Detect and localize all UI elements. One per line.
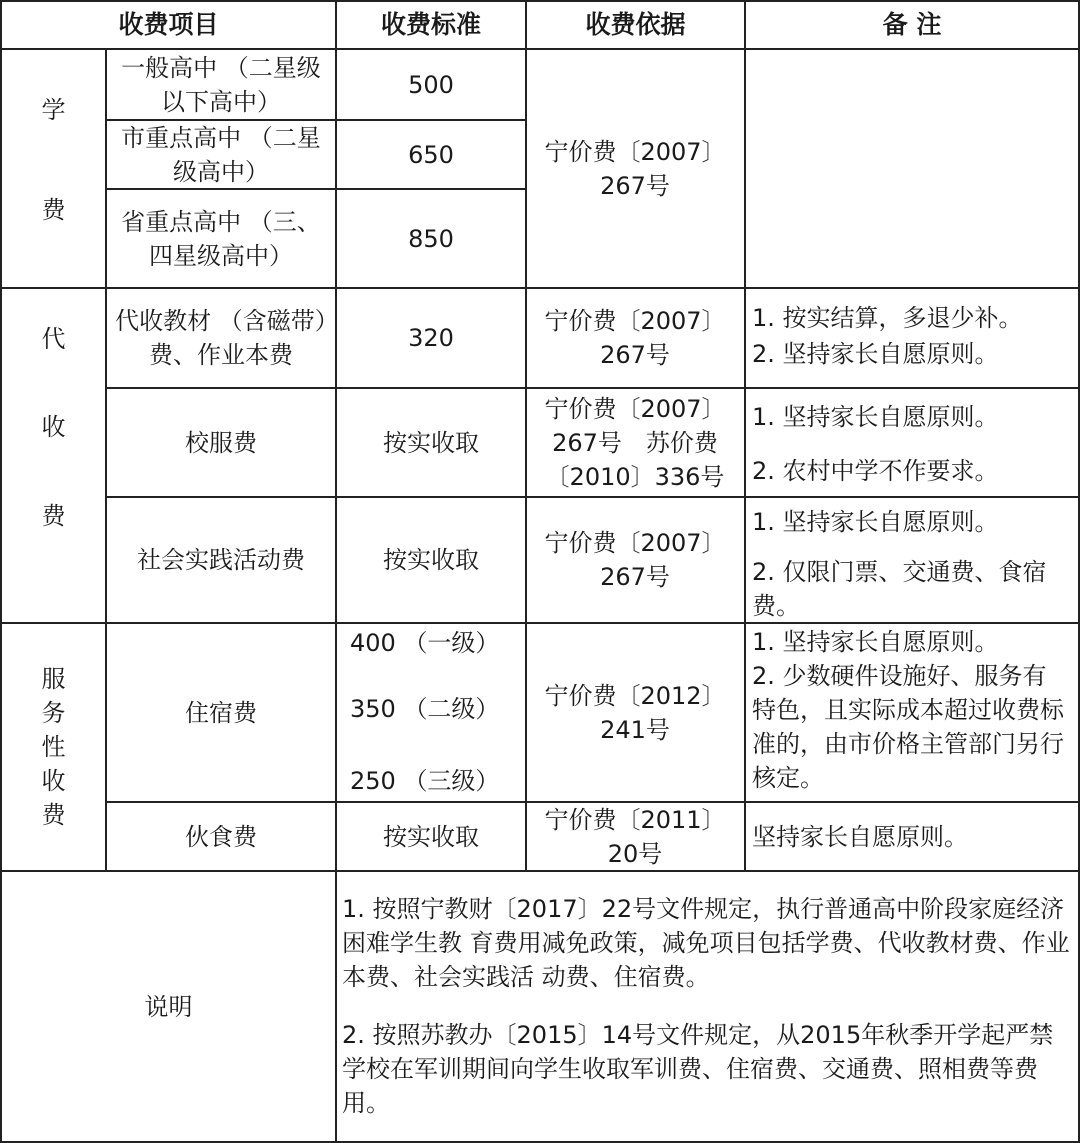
lodging-notes: [752, 625, 1070, 795]
note-line: 1. 坚持家长自愿原则。: [752, 508, 999, 536]
textbook-basis: 宁价费〔2007〕267号: [544, 307, 726, 369]
city-key-hs-item: 市重点高中 （二星级高中）: [121, 123, 321, 186]
textbook-standard: 320: [408, 324, 454, 352]
group-agency-char: 收: [41, 413, 66, 442]
note-line: 2. 仅限门票、交通费、食宿费。: [752, 558, 1047, 620]
prov-key-hs-item: 省重点高中 （三、四星级高中）: [121, 207, 321, 270]
lodging-tier: 400 （一级）: [350, 629, 500, 657]
textbook-item: 代收教材 （含磁带）费、作业本费: [115, 307, 327, 369]
general-hs-item: 一般高中 （二星级以下高中）: [121, 53, 321, 116]
note-line: 1. 坚持家长自愿原则。: [752, 628, 999, 656]
tuition-basis: 宁价费〔2007〕267号: [544, 137, 726, 200]
meals-basis: 宁价费〔2011〕20号: [544, 805, 726, 868]
header-item: 收费项目: [118, 10, 219, 39]
city-key-hs-standard: 650: [408, 140, 454, 169]
meals-item: 伙食费: [185, 822, 257, 851]
rule-standard: [525, 0, 527, 871]
lodging-item: 住宿费: [185, 698, 257, 727]
lodging-tier: 250 （三级）: [350, 767, 500, 795]
note-line: 2. 坚持家长自愿原则。: [752, 340, 999, 368]
practice-standard: 按实收取: [383, 546, 479, 574]
explanation-paragraph: 1. 按照宁教财〔2017〕22号文件规定，执行普通高中阶段家庭经济困难学生教 育费用减免政策，减免项目包括学费、代收教材费、作业本费、社会实践活 动费、住宿费。: [342, 895, 1070, 991]
group-tuition-label: [2, 60, 105, 260]
practice-notes: [752, 505, 1074, 623]
practice-item: 社会实践活动费: [137, 546, 305, 574]
prov-key-hs-standard: 850: [408, 224, 454, 253]
meals-standard: 按实收取: [383, 822, 479, 851]
note-line: 2. 农村中学不作要求。: [752, 457, 999, 485]
group-tuition-char: 费: [41, 196, 66, 224]
uniform-basis: 宁价费〔2007〕267号 苏价费〔2010〕336号: [544, 394, 726, 491]
textbook-notes: [752, 301, 1074, 371]
note-line: 1. 按实结算，多退少补。: [752, 304, 1023, 332]
uniform-item: 校服费: [185, 428, 257, 457]
meals-notes: 坚持家长自愿原则。: [752, 822, 968, 851]
note-line: 1. 坚持家长自愿原则。: [752, 403, 999, 431]
practice-basis: 宁价费〔2007〕267号: [544, 529, 726, 591]
explanation-paragraph: 2. 按照苏教办〔2015〕14号文件规定，从2015年秋季开学起严禁学校在军训期间向学生收取军训费、住宿费、交通费、照相费等费用。: [342, 1021, 1054, 1117]
lodging-standard: [350, 624, 525, 798]
rule-basis: [744, 0, 746, 871]
general-hs-standard: 500: [408, 70, 454, 99]
group-service-char: 性: [41, 733, 66, 761]
group-service-char: 费: [41, 801, 66, 829]
header-remark: 备 注: [882, 10, 942, 39]
uniform-standard: 按实收取: [383, 428, 479, 457]
group-tuition-char: 学: [41, 96, 66, 124]
uniform-notes: [752, 400, 1074, 488]
group-agency-label: [2, 295, 105, 560]
rule-group: [105, 48, 107, 871]
note-line: 2. 少数硬件设施好、服务有特色，且实际成本超过收费标准的，由市价格主管部门另行核定。: [752, 662, 1064, 792]
header-standard: 收费标准: [380, 10, 481, 39]
lodging-tier: 350 （二级）: [350, 695, 500, 723]
group-service-char: 服: [41, 665, 66, 693]
group-service-label: [2, 624, 105, 870]
explanation-label: 说明: [144, 992, 193, 1021]
group-service-char: 收: [41, 767, 66, 795]
group-agency-char: 代: [41, 325, 66, 354]
header-basis: 收费依据: [585, 10, 686, 39]
group-service-char: 务: [41, 699, 66, 727]
group-agency-char: 费: [41, 501, 66, 530]
explanation-text: [342, 892, 1076, 1120]
lodging-basis: 宁价费〔2012〕241号: [544, 681, 726, 744]
